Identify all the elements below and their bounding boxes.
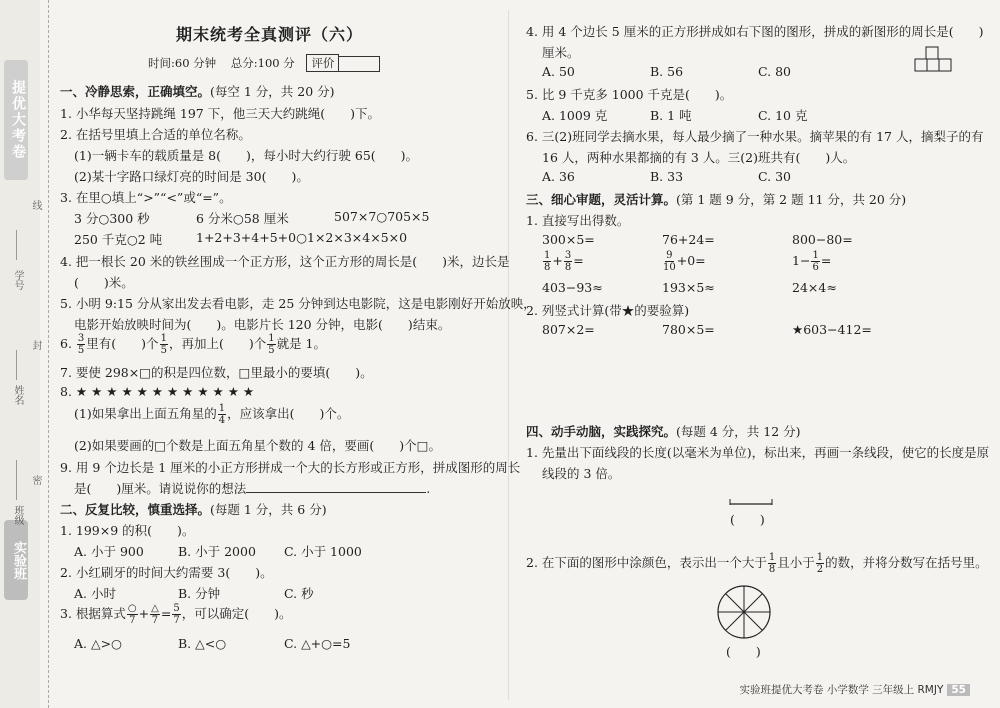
question-6	[60, 333, 326, 356]
field-class: 班级	[12, 505, 23, 525]
fraction: $\frac{1}{2}$	[816, 552, 824, 575]
section-title: 一、冷静思索，正确填空。	[60, 84, 211, 99]
exam-meta	[148, 54, 380, 72]
section-title: 二、反复比较，慎重选择。	[60, 502, 211, 517]
calc-item: 800−80=	[792, 232, 853, 247]
option: B. 分钟	[178, 586, 221, 601]
bind-mark-secret: 密	[30, 475, 41, 485]
choice-1: 1. 199×9 的积( )。	[60, 523, 195, 538]
page-footer	[739, 682, 970, 697]
fraction: $\frac{1}{5}$	[268, 333, 275, 356]
question-8-part-1: (1)如果拿出上面五角星的 $\frac{1}{4}$ ，应该拿出( )个。	[74, 403, 350, 426]
section-note: (每空 1 分，共 20 分)	[210, 84, 335, 99]
calc-item: 76+24=	[662, 232, 715, 247]
choice-4-line-2: 厘米。	[542, 45, 580, 60]
figure-square	[926, 47, 938, 59]
option: A. 36	[542, 169, 575, 184]
option: C. △+○=5	[284, 636, 351, 651]
calc-item: 193×5≈	[662, 280, 715, 295]
compare-item: 6 分米○58 厘米	[196, 211, 289, 226]
section-title: 三、细心审题，灵活计算。	[526, 192, 677, 207]
bind-mark-line: 线	[30, 200, 41, 210]
footer-text: 实验班提优大考卷 小学数学 三年级上 RMJY	[739, 684, 944, 696]
option: A. 50	[542, 64, 575, 79]
question-1: 1. 小华每天坚持跳绳 197 下，他三天大约跳绳( )下。	[60, 106, 380, 121]
time-limit: 时间:60 分钟	[148, 56, 217, 70]
answer-parens[interactable]: ( )	[726, 644, 761, 659]
choice-4-line-1: 4. 用 4 个边长 5 厘米的正方形拼成如右下图的图形，拼成的新图形的周长是( )	[526, 24, 984, 39]
section-note: (每题 1 分，共 6 分)	[210, 502, 327, 517]
q-number: 6.	[60, 336, 72, 351]
field-line	[16, 350, 17, 380]
grade-label: 评价	[306, 54, 339, 72]
compare-item: 3 分○300 秒	[74, 211, 150, 226]
q-text: ，再加上( )个	[168, 336, 267, 351]
section-note: (每题 4 分，共 12 分)	[676, 424, 801, 439]
option: C. 30	[758, 169, 791, 184]
binding-line	[48, 0, 49, 708]
calc-2: 2. 列竖式计算(带★的要验算)	[526, 303, 690, 318]
calc-item: 780×5=	[662, 322, 715, 337]
fraction: $\frac{3}{8}$	[564, 250, 572, 273]
field-student-id: 学号	[12, 270, 23, 290]
fraction: $\frac{○}{7}$	[127, 603, 137, 626]
compare-item: 507×7○705×5	[334, 209, 430, 224]
question-8-part-2: (2)如果要画的□个数是上面五角星个数的 4 倍，要画( )个□。	[74, 438, 441, 453]
practice-2: 2. 在下面的图形中涂颜色，表示出一个大于 $\frac{1}{8}$ 且小于 $\frac{1}{2}$ 的数，并将分数写在括号里。	[526, 552, 988, 575]
calc-item: $\frac{9}{10}$ +0=	[663, 250, 706, 273]
option: C. 80	[758, 64, 791, 79]
option: A. △>○	[74, 636, 122, 651]
question-2: 2. 在括号里填上合适的单位名称。	[60, 127, 251, 142]
calc-item: 403−93≈	[542, 280, 603, 295]
option: A. 小时	[74, 586, 116, 601]
fraction: $\frac{1}{4}$	[218, 403, 226, 426]
option: C. 小于 1000	[284, 544, 362, 559]
option: B. 小于 2000	[178, 544, 256, 559]
question-7: 7. 要使 298×□的积是四位数，□里最小的要填( )。	[60, 365, 373, 380]
bind-mark-seal: 封	[30, 340, 41, 350]
calc-1: 1. 直接写出得数。	[526, 213, 630, 228]
fraction: $\frac{1}{5}$	[160, 333, 167, 356]
column-divider	[508, 10, 509, 700]
q-text: 里有( )个	[86, 336, 159, 351]
choice-6-line-1: 6. 三(2)班同学去摘水果，每人最少摘了一种水果。摘苹果的有 17 人，摘梨子的有	[526, 129, 984, 144]
fraction: $\frac{1}{8}$	[544, 250, 551, 273]
question-9-line-1: 9. 用 9 个边长是 1 厘米的小正方形拼成一个大的长方形或正方形，拼成图形的周长	[60, 460, 521, 475]
field-name: 姓名	[12, 385, 23, 405]
calc-item: 300×5=	[542, 232, 595, 247]
calc-item: 24×4≈	[792, 280, 837, 295]
question-3: 3. 在里○填上“>”“<”或“=”。	[60, 190, 232, 205]
answer-blank[interactable]	[246, 492, 426, 493]
question-5-line-2: 电影开始放映时间为( )。电影片长 120 分钟，电影( )结束。	[74, 317, 451, 332]
section-4-heading	[526, 422, 801, 440]
section-title: 四、动手动脑，实践探究。	[526, 424, 677, 439]
answer-parens[interactable]: ( )	[730, 512, 765, 527]
segment-figure	[728, 496, 774, 508]
choice-2: 2. 小红刷牙的时间大约需要 3( )。	[60, 565, 273, 580]
question-4-line-2: ( )米。	[74, 275, 134, 290]
calc-item: 807×2=	[542, 322, 595, 337]
calc-item: ★603−412=	[792, 322, 872, 337]
field-line	[16, 460, 17, 500]
fraction: $\frac{1}{8}$	[768, 552, 776, 575]
figure-square	[927, 59, 939, 71]
section-2-heading	[60, 500, 327, 518]
option: B. 1 吨	[650, 108, 692, 123]
option: C. 秒	[284, 586, 314, 601]
circle-eighths-figure[interactable]	[716, 584, 772, 640]
fraction: $\frac{\triangle}{7}$	[151, 603, 159, 626]
section-note: (第 1 题 9 分，第 2 题 11 分，共 20 分)	[676, 192, 907, 207]
calc-item: $\frac{1}{8}$ + $\frac{3}{8}$ =	[544, 250, 584, 273]
option: A. 小于 900	[74, 544, 144, 559]
choice-6-line-2: 16 人，两种水果都摘的有 3 人。三(2)班共有( )人。	[542, 150, 856, 165]
question-8-stars: 8. ★ ★ ★ ★ ★ ★ ★ ★ ★ ★ ★ ★	[60, 384, 255, 399]
option: B. 56	[650, 64, 684, 79]
question-2-part-1: (1)一辆卡车的载质量是 8( )，每小时大约行驶 65( )。	[74, 148, 419, 163]
question-2-part-2: (2)某十字路口绿灯亮的时间是 30( )。	[74, 169, 309, 184]
section-1-heading	[60, 82, 335, 100]
question-9-line-2: 是( )厘米。请说说你的想法 .	[74, 481, 431, 496]
q-text: 就是 1。	[276, 336, 327, 351]
brand-label: 提优大考卷	[4, 60, 28, 180]
figure-square	[939, 59, 951, 71]
practice-1-line-2: 线段的 3 倍。	[542, 466, 621, 481]
calc-item: 1− $\frac{1}{6}$ =	[792, 250, 832, 273]
compare-item: 250 千克○2 吨	[74, 232, 163, 247]
squares-figure	[914, 46, 962, 76]
question-4-line-1: 4. 把一根长 20 米的铁丝围成一个正方形，这个正方形的周长是( )米，边长是	[60, 254, 510, 269]
fraction: $\frac{1}{6}$	[812, 250, 819, 273]
option: B. △<○	[178, 636, 227, 651]
question-5-line-1: 5. 小明 9:15 分从家出发去看电影，走 25 分钟到达电影院，这是电影刚好开始放映，	[60, 296, 536, 311]
fraction: $\frac{5}{7}$	[173, 603, 180, 626]
compare-item: 1+2+3+4+5+0○1×2×3×4×5×0	[196, 230, 408, 245]
page-number: 55	[947, 684, 970, 696]
practice-1-line-1: 1. 先量出下面线段的长度(以毫米为单位)，标出来，再画一条线段，使它的长度是原	[526, 445, 990, 460]
choice-5: 5. 比 9 千克多 1000 千克是( )。	[526, 87, 733, 102]
field-line	[16, 230, 17, 260]
total-score: 总分:100 分	[230, 56, 295, 70]
fraction: $\frac{9}{10}$	[663, 250, 676, 273]
section-3-heading	[526, 190, 906, 208]
figure-square	[915, 59, 927, 71]
grade-box[interactable]	[339, 56, 380, 72]
series-logo: 实验班	[4, 520, 28, 600]
option: C. 10 克	[758, 108, 808, 123]
choice-3: 3. 根据算式 $\frac{○}{7}$ + $\frac{\triangle}{7}$ = $\frac{5}{7}$ ，可以确定( )。	[60, 603, 292, 626]
fraction: $\frac{3}{5}$	[77, 333, 85, 356]
exam-title: 期末统考全真测评（六）	[176, 25, 364, 44]
option: B. 33	[650, 169, 684, 184]
option: A. 1009 克	[542, 108, 608, 123]
